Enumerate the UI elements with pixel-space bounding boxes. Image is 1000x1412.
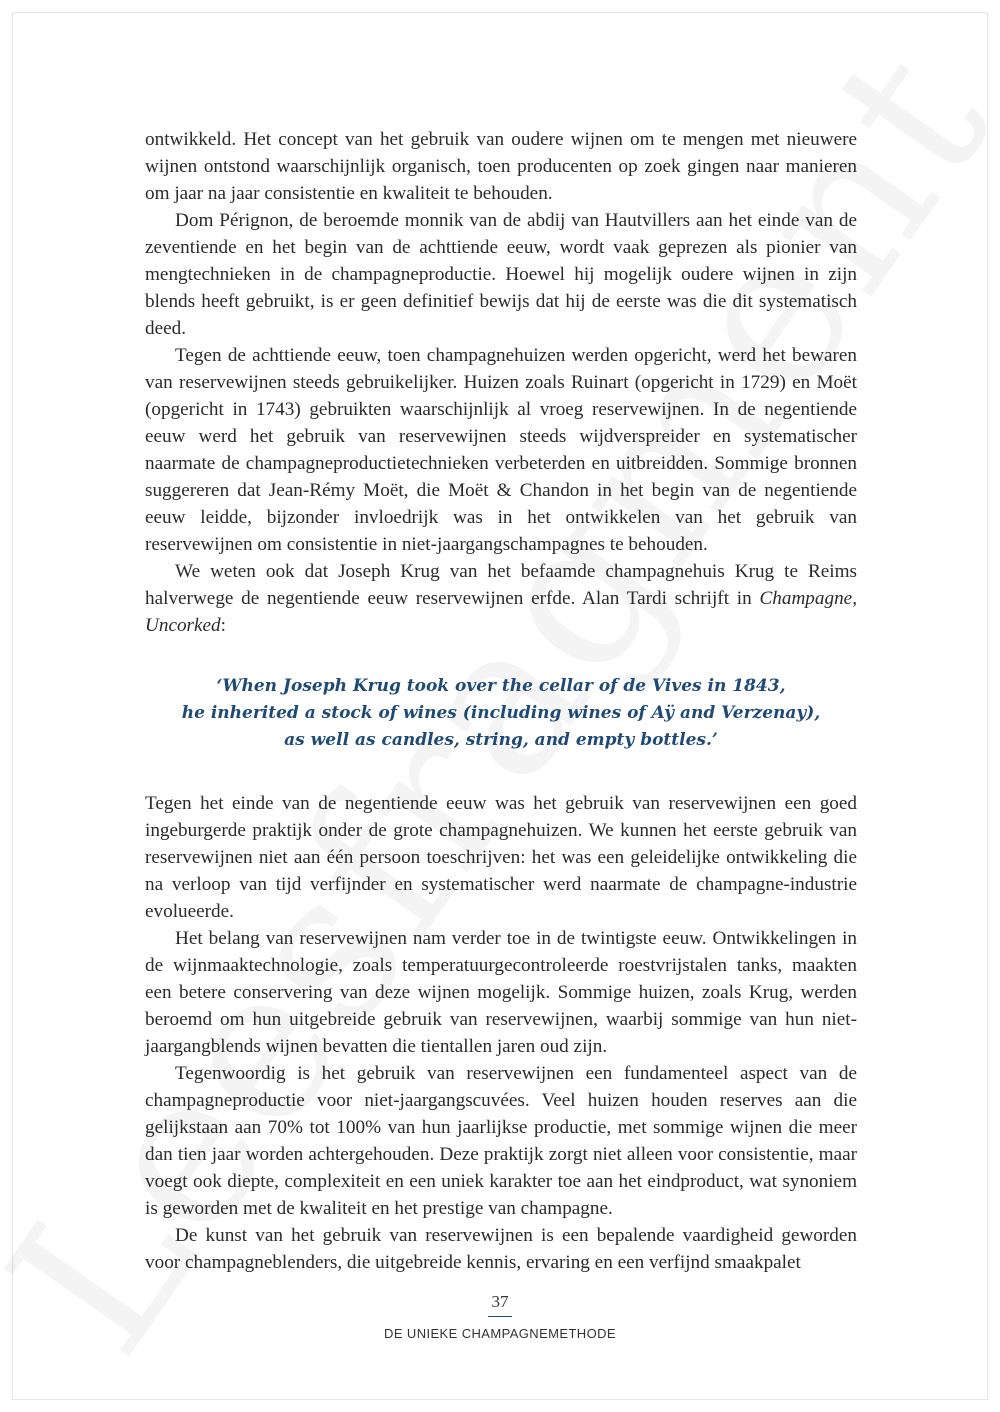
body-text: [145, 126, 857, 1276]
paragraph-text: :: [220, 615, 226, 636]
quote-line: as well as candles, string, and empty bottles.’: [284, 730, 718, 750]
page-number: 37: [491, 1292, 509, 1311]
quote-line: he inherited a stock of wines (including wines of Aÿ and Verzenay),: [181, 703, 821, 723]
paragraph: Dom Pérignon, de beroemde monnik van de abdij van Hautvillers aan het einde van de zeventiende en het begin van de achttiende eeuw, wordt vaak geprezen als pionier van mengtechnieken in de champagneproductie. Hoewel hij mogelijk oudere wijnen in zijn blends heeft gebruikt, is er geen definitief bewijs dat hij de eerste was die dit systematisch deed.: [145, 210, 857, 339]
paragraph: [145, 558, 857, 639]
paragraph: Tegen de achttiende eeuw, toen champagnehuizen werden opgericht, werd het bewaren van reservewijnen steeds gebruikelijker. Huizen zoals Ruinart (opgericht in 1729) en Moët (opgericht in 1743) gebruikten waarschijnlijk al vroeg reservewijnen. In de negentiende eeuw werd het gebruik van reservewijnen steeds wijdverspreider en systematischer naarmate de champagneproductietechnieken verbeterden en uitbreidden. Sommige bronnen suggereren dat Jean-Rémy Moët, die Moët & Chandon in het begin van de negentiende eeuw leidde, bijzonder invloedrijk was in het ontwikkelen van het gebruik van reservewijnen om consistentie in niet-jaargangschampagnes te behouden.: [145, 345, 857, 555]
paragraph: ontwikkeld. Het concept van het gebruik van oudere wijnen om te mengen met nieuwere wijnen ontstond waarschijnlijk organisch, toen producenten op zoek gingen naar manieren om jaar na jaar consistentie en kwaliteit te behouden.: [145, 129, 857, 204]
paragraph: Tegenwoordig is het gebruik van reservewijnen een fundamenteel aspect van de champagneproductie voor niet-jaargangscuvées. Veel huizen houden reserves aan die gelijkstaan aan 70% tot 100% van hun jaarlijkse productie, met sommige wijnen die meer dan tien jaar worden achtergehouden. Deze praktijk zorgt niet alleen voor consistentie, maar voegt ook diepte, complexiteit en een uniek karakter toe aan het eindproduct, wat synoniem is geworden met de kwaliteit en het prestige van champagne.: [145, 1063, 857, 1219]
running-title: DE UNIEKE CHAMPAGNEMETHODE: [384, 1326, 616, 1341]
folio-rule: [488, 1316, 512, 1317]
block-quote: [145, 673, 857, 754]
quote-line: ‘When Joseph Krug took over the cellar of de Vives in 1843,: [216, 676, 786, 696]
paragraph-text: We weten ook dat Joseph Krug van het befaamde champagnehuis Krug te Reims halverwege de negentiende eeuw reservewijnen erfde. Alan Tardi schrijft in: [145, 561, 857, 609]
paragraph: Tegen het einde van de negentiende eeuw was het gebruik van reservewijnen een goed ingeburgerde praktijk onder de grote champagnehuizen. We kunnen het eerste gebruik van reservewijnen niet aan één persoon toeschrijven: het was een geleidelijke ontwikkeling die na verloop van tijd verfijnder en systematischer werd naarmate de champagne-industrie evolueerde.: [145, 793, 857, 922]
paragraph: De kunst van het gebruik van reservewijnen is een bepalende vaardigheid geworden voor champagneblenders, die uitgebreide kennis, ervaring en een verfijnd smaakpalet: [145, 1225, 857, 1273]
paragraph: Het belang van reservewijnen nam verder toe in de twintigste eeuw. Ontwikkelingen in de wijnmaaktechnologie, zoals temperatuurgecontroleerde roestvrijstalen tanks, maakten een betere conservering van deze wijnen mogelijk. Sommige huizen, zoals Krug, werden beroemd om hun uitgebreide gebruik van reservewijnen, waarbij sommige van hun niet-jaargangblends wijnen bevatten die tientallen jaren oud zijn.: [145, 928, 857, 1057]
book-title: Champagne, Uncorked: [145, 588, 857, 636]
